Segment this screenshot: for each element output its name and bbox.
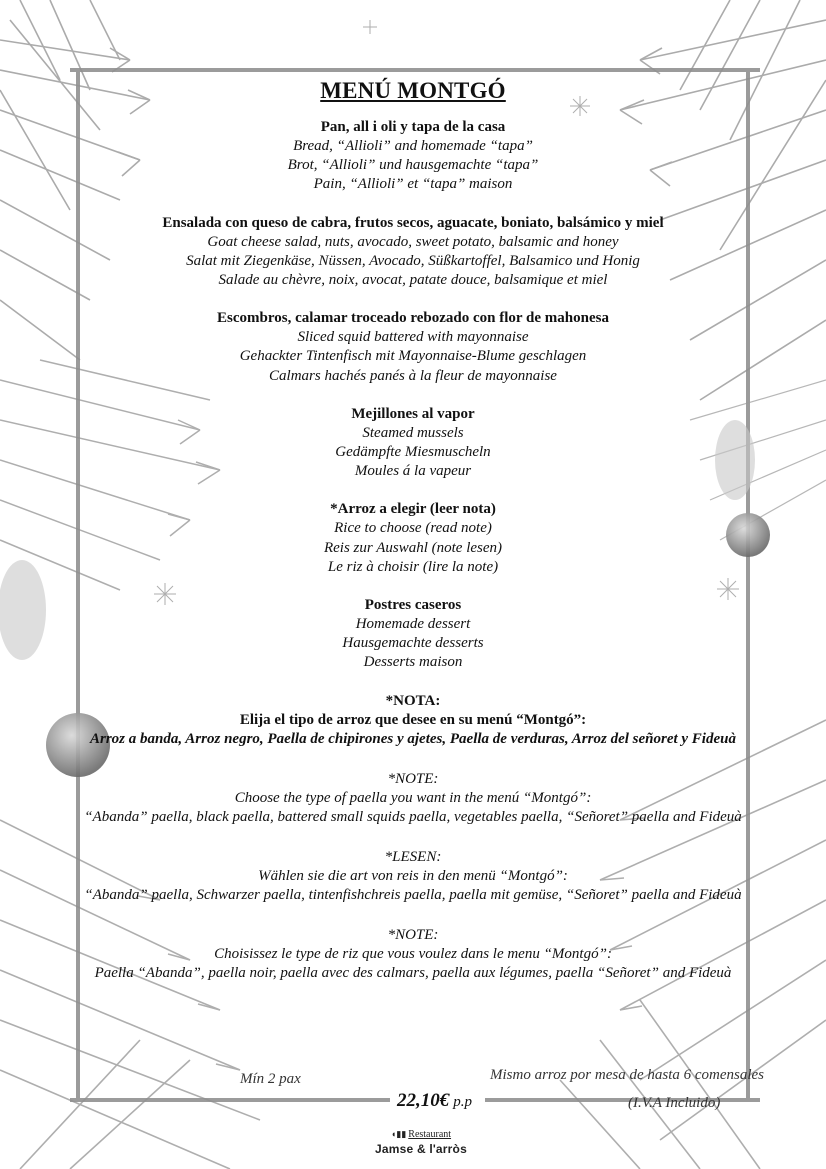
price-per-person: p.p: [453, 1094, 472, 1110]
course-de: Gedämpfte Miesmuscheln: [335, 444, 491, 461]
logo-top-text: Restaurant: [408, 1129, 452, 1140]
note-es: [80, 692, 746, 749]
menu-title: MENÚ MONTGÓ: [320, 78, 506, 103]
course-fr: Calmars hachés panés à la fleur de mayonnaise: [269, 367, 557, 384]
course-es: Pan, all i oli y tapa de la casa: [320, 119, 506, 135]
course-es: Mejillones al vapor: [351, 405, 475, 422]
course-fr: Pain, “Allioli” et “tapa” maison: [313, 176, 513, 193]
course-en: Sliced squid battered with mayonnaise: [297, 329, 529, 346]
course-fr: Moules á la vapeur: [354, 463, 472, 480]
course-en: Rice to choose (read note): [334, 520, 492, 537]
course-squid: [80, 309, 746, 386]
course-rice: [80, 500, 746, 577]
note-heading: *NOTE:: [387, 926, 439, 943]
note-options: Arroz a banda, Arroz negro, Paella de chipirones y ajetes, Paella de verduras, Arroz del señoret y Fideuà: [90, 730, 736, 747]
note-heading: *LESEN:: [384, 848, 442, 865]
price: [397, 1090, 472, 1112]
logo-name: Jamse & l'arròs: [375, 1142, 467, 1156]
course-de: Reis zur Auswahl (note lesen): [323, 539, 503, 556]
note-instruction: Elija el tipo de arroz que desee en su menú “Montgó”:: [239, 711, 587, 728]
note-instruction: Choisissez le type de riz que vous voulez dans le menu “Montgó”:: [214, 945, 612, 962]
note-en: [80, 770, 746, 827]
note-fr: [80, 926, 746, 983]
same-rice-label: Mismo arroz por mesa de hasta 6 comensales: [490, 1067, 765, 1083]
course-fr: Desserts maison: [363, 654, 463, 671]
restaurant-logo: [373, 1124, 469, 1154]
course-de: Gehackter Tintenfisch mit Mayonnaise-Blume geschlagen: [239, 348, 587, 365]
course-de: Hausgemachte desserts: [342, 635, 484, 652]
iva-label: (I.V.A Incluido): [628, 1095, 721, 1111]
course-de: Brot, “Allioli” und hausgemachte “tapa”: [287, 157, 539, 174]
note-heading: *NOTE:: [387, 770, 439, 787]
course-de: Salat mit Ziegenkäse, Nüssen, Avocado, Süßkartoffel, Balsamico und Honig: [186, 252, 640, 269]
course-dessert: [80, 596, 746, 673]
course-bread: [80, 118, 746, 195]
price-amount: 22,10€: [397, 1090, 450, 1111]
note-instruction: Wählen sie die art von reis in den menü “Montgó”:: [258, 867, 568, 884]
course-mussels: [80, 405, 746, 482]
course-en: Goat cheese salad, nuts, avocado, sweet potato, balsamic and honey: [207, 233, 619, 250]
course-es: Ensalada con queso de cabra, frutos secos, aguacate, boniato, balsámico y miel: [162, 214, 664, 231]
course-es: *Arroz a elegir (leer nota): [330, 501, 496, 518]
note-instruction: Choose the type of paella you want in the menú “Montgó”:: [234, 789, 592, 806]
note-options: “Abanda” paella, Schwarzer paella, tintenfishchreis paella, paella mit gemüse, “Señoret” paella and Fideuà: [84, 886, 742, 903]
course-salad: [80, 214, 746, 291]
course-fr: Salade au chèvre, noix, avocat, patate douce, balsamique et miel: [218, 272, 608, 289]
course-en: Steamed mussels: [362, 424, 464, 441]
note-options: Paella “Abanda”, paella noir, paella avec des calmars, paella aux légumes, paella “Señoret” and Fideuà: [94, 964, 732, 981]
note-heading: *NOTA:: [385, 692, 441, 709]
course-fr: Le riz à choisir (lire la note): [327, 558, 499, 575]
menu-content: [80, 78, 746, 983]
course-en: Bread, “Allioli” and homemade “tapa”: [293, 138, 533, 154]
course-es: Escombros, calamar troceado rebozado con flor de mahonesa: [217, 310, 609, 327]
note-de: [80, 848, 746, 905]
course-en: Homemade dessert: [355, 616, 471, 633]
course-es: Postres caseros: [364, 597, 462, 614]
logo-icon: ◖▮▮: [390, 1129, 407, 1139]
note-options: “Abanda” paella, black paella, battered small squids paella, vegetables paella, “Señoret” paella and Fideuà: [84, 808, 742, 825]
min-pax-label: Mín 2 pax: [240, 1071, 301, 1087]
